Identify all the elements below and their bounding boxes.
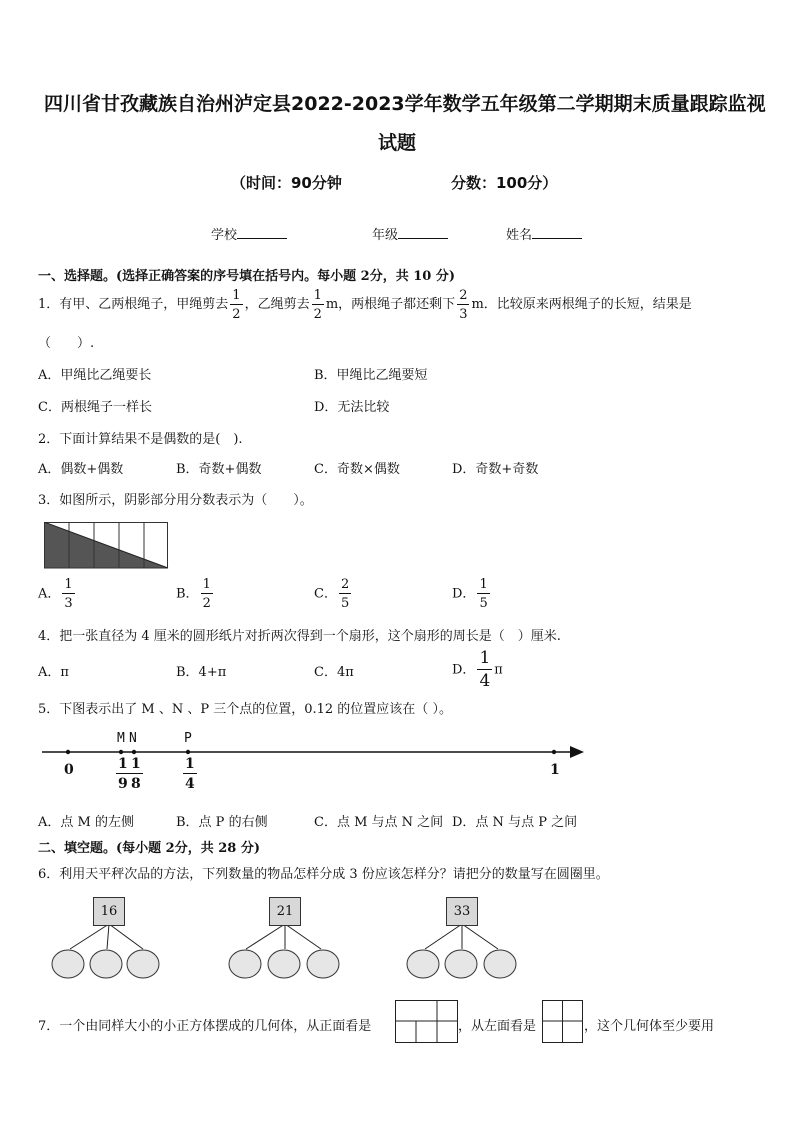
q3-fd-den: 5: [479, 596, 488, 611]
q1-option-b[interactable]: B．甲绳比乙绳要短: [314, 368, 428, 383]
q3-fb-num: 1: [202, 577, 211, 592]
q4-fd-den: 4: [479, 671, 491, 691]
q3-option-a[interactable]: [38, 578, 77, 610]
question-4-stem: 4．把一张直径为 4 厘米的圆形纸片对折两次得到一个扇形，这个扇形的周长是（ ）厘米.: [38, 629, 561, 644]
q3-option-d-letter: D．: [452, 586, 476, 602]
answer-circle[interactable]: [127, 950, 159, 978]
question-7-text-1: 7．一个由同样大小的小正方体摆成的几何体，从正面看是: [38, 1019, 372, 1034]
name-field[interactable]: [506, 224, 582, 243]
q5-option-b[interactable]: B．点 P 的右侧: [176, 815, 268, 830]
branch-line: [246, 924, 285, 949]
q1-option-a[interactable]: A．甲绳比乙绳要长: [38, 368, 152, 383]
branch-line: [425, 924, 462, 949]
label-n: N: [129, 731, 137, 746]
point-p: [186, 750, 190, 754]
question-3-stem: 3．如图所示，阴影部分用分数表示为（ ）。: [38, 493, 313, 508]
point-one: [552, 750, 556, 754]
section-heading-choice: 一、选择题。(选择正确答案的序号填在括号内。每小题 2分，共 10 分): [38, 269, 456, 284]
point-n: [132, 750, 136, 754]
quantity-box: 16: [93, 897, 125, 926]
page-title: 四川省甘孜藏族自治州泸定县2022-2023学年数学五年级第二学期期末质量跟踪监视: [44, 93, 766, 115]
q3-fraction-a: [62, 578, 74, 610]
answer-circle[interactable]: [407, 950, 439, 978]
q1-f3-num: 2: [459, 287, 468, 303]
q3-fb-den: 2: [202, 596, 211, 611]
quantity-box: 21: [269, 897, 301, 926]
q3-fa-num: 1: [64, 577, 73, 592]
m-den: 9: [118, 776, 128, 792]
answer-circle[interactable]: [445, 950, 477, 978]
m-num: 1: [118, 756, 128, 772]
q3-fc-den: 5: [340, 596, 350, 611]
q3-option-a-letter: A．: [38, 586, 61, 602]
q3-option-b-letter: B．: [176, 586, 199, 602]
question-7-text-3: ，这个几何体至少要用: [584, 1019, 715, 1034]
exam-time: （时间：90分钟: [231, 174, 342, 192]
q1-text-3: m，两根绳子都还剩下: [325, 297, 456, 312]
point-m: [119, 750, 123, 754]
q3-fc-num: 2: [340, 577, 350, 592]
q4-option-a[interactable]: A．π: [38, 665, 69, 680]
page-title-continued: 试题: [378, 132, 417, 154]
question-6-stem: 6．利用天平秤次品的方法，下列数量的物品怎样分成 3 份应该怎样分？请把分的数量写在圆圈里。: [38, 867, 609, 882]
tick-label-p: [181, 757, 199, 791]
answer-circle[interactable]: [307, 950, 339, 978]
q1-f1-num: 1: [232, 287, 241, 303]
q4-option-b[interactable]: B．4+π: [176, 665, 227, 680]
answer-circle[interactable]: [484, 950, 516, 978]
q1-text-4: m．比较原来两根绳子的长短，结果是: [471, 297, 692, 312]
branch-line: [70, 924, 109, 949]
q2-option-d[interactable]: D．奇数+奇数: [452, 462, 539, 477]
q2-option-a[interactable]: A．偶数+偶数: [38, 462, 124, 477]
label-m: M: [117, 731, 125, 746]
q1-f1-den: 2: [232, 306, 241, 322]
q4-fraction-d: [477, 650, 492, 690]
q4-option-c[interactable]: C．4π: [314, 665, 354, 680]
q1-text-2: ，乙绳剪去: [244, 297, 310, 312]
number-line-arrow-icon: [570, 746, 584, 758]
branch-line: [107, 924, 109, 949]
grade-label: 年级: [372, 228, 399, 243]
answer-circle[interactable]: [229, 950, 261, 978]
tick-label-n: [127, 757, 145, 791]
q1-text-1: 1．有甲、乙两根绳子，甲绳剪去: [38, 297, 229, 312]
question-5-stem: 5．下图表示出了 M 、N 、P 三个点的位置，0.12 的位置应该在（ ）。: [38, 702, 452, 717]
branch-line: [462, 924, 498, 949]
q4-option-d[interactable]: [452, 650, 503, 690]
answer-circle[interactable]: [268, 950, 300, 978]
tick-label-one: 1: [550, 762, 560, 778]
q3-fa-den: 3: [64, 596, 73, 611]
n-den: 8: [131, 776, 141, 792]
q5-option-a[interactable]: A．点 M 的左侧: [38, 815, 134, 830]
quantity-box: 33: [446, 897, 478, 926]
q4-option-d-pi: π: [494, 662, 503, 678]
q2-option-b[interactable]: B．奇数+偶数: [176, 462, 262, 477]
p-den: 4: [185, 776, 195, 792]
q1-f3-den: 3: [459, 306, 468, 322]
q2-option-c[interactable]: C．奇数×偶数: [314, 462, 400, 477]
answer-circle[interactable]: [52, 950, 84, 978]
q1-f2-num: 1: [313, 287, 322, 303]
q3-fraction-b: [201, 578, 213, 610]
q3-option-c-letter: C．: [314, 586, 337, 602]
n-fraction: [129, 757, 143, 791]
question-7-text-2: ，从左面看是: [458, 1019, 537, 1034]
section-heading-fill: 二、填空题。(每小题 2分，共 28 分): [38, 841, 261, 856]
q1-option-c[interactable]: C．两根绳子一样长: [38, 400, 152, 415]
q3-option-c[interactable]: [314, 578, 353, 610]
p-num: 1: [185, 756, 195, 772]
q3-fraction-c: [339, 578, 351, 610]
q4-option-d-letter: D．: [452, 662, 476, 678]
branch-line: [285, 924, 321, 949]
school-label: 学校: [211, 228, 238, 243]
q1-option-d[interactable]: D．无法比较: [314, 400, 390, 415]
grade-field[interactable]: [372, 224, 448, 243]
n-num: 1: [131, 756, 141, 772]
balance-tree-1: [50, 893, 170, 983]
q3-option-b[interactable]: [176, 578, 215, 610]
branch-line: [109, 924, 143, 949]
name-blank[interactable]: [532, 226, 582, 239]
balance-tree-2: [228, 893, 348, 983]
grade-blank[interactable]: [398, 226, 448, 239]
q1-answer-paren: （ ）.: [38, 336, 95, 351]
q1-fraction-3: [457, 289, 469, 321]
left-view-figure: [542, 1000, 584, 1044]
q1-f2-den: 2: [313, 306, 322, 322]
school-blank[interactable]: [237, 226, 287, 239]
shaded-rectangle-figure: [44, 522, 170, 570]
exam-score: 分数：100分）: [451, 174, 558, 192]
q1-fraction-1: [230, 289, 242, 321]
answer-circle[interactable]: [90, 950, 122, 978]
question-2-stem: 2．下面计算结果不是偶数的是( ).: [38, 432, 243, 447]
q5-option-c[interactable]: C．点 M 与点 N 之间: [314, 815, 444, 830]
name-label: 姓名: [506, 228, 533, 243]
school-field[interactable]: [211, 224, 287, 243]
q4-fd-num: 1: [479, 648, 491, 668]
q1-fraction-2: [312, 289, 324, 321]
q5-option-d[interactable]: D．点 N 与点 P 之间: [452, 815, 578, 830]
p-fraction: [183, 757, 197, 791]
front-view-figure: [395, 1000, 459, 1044]
q3-fd-num: 1: [479, 577, 488, 592]
tick-label-zero: 0: [64, 762, 74, 778]
point-zero: [66, 750, 70, 754]
q3-fraction-d: [477, 578, 489, 610]
balance-tree-3: [405, 893, 525, 983]
label-p: P: [184, 731, 192, 746]
question-1-stem: [38, 288, 692, 322]
q3-option-d[interactable]: [452, 578, 492, 610]
